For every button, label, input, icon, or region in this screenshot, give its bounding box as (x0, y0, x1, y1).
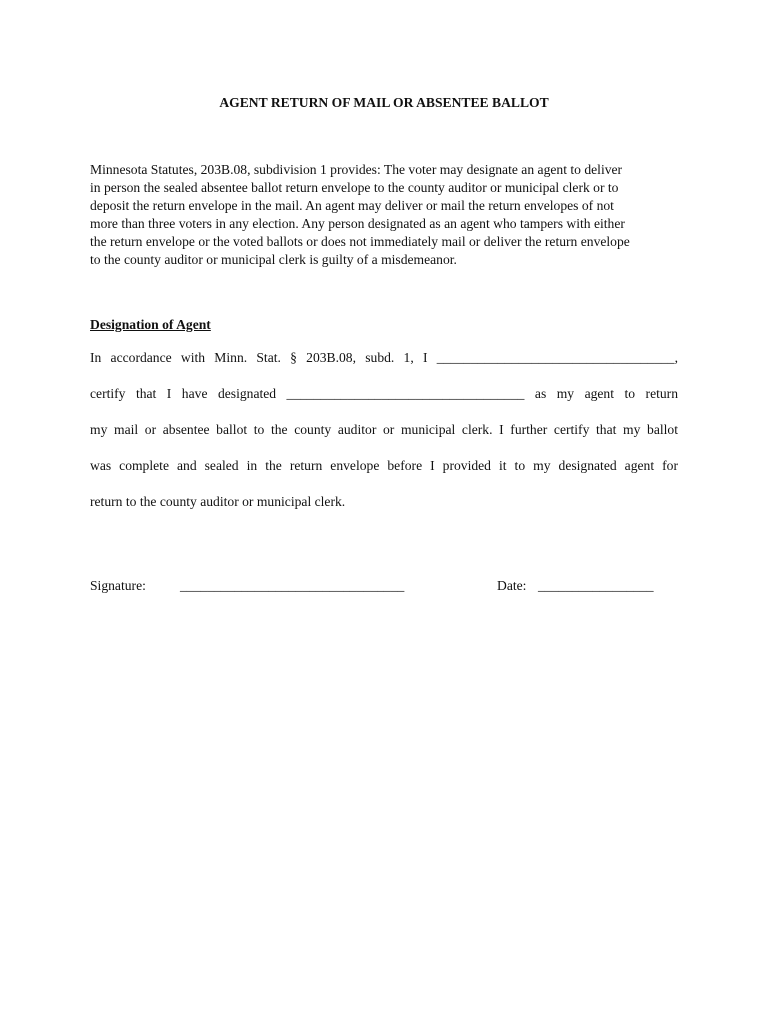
certification-line-agent-name: certify that I have designated ___________________________________ as my agent to return (90, 386, 678, 401)
certification-line: return to the county auditor or municipal clerk. (90, 494, 346, 509)
signature-label: Signature: (90, 578, 146, 593)
statute-line: more than three voters in any election. Any person designated as an agent who tampers with either (90, 216, 625, 231)
document-title: AGENT RETURN OF MAIL OR ABSENTEE BALLOT (219, 95, 549, 110)
certification-line: was complete and sealed in the return envelope before I provided it to my designated agent for (90, 458, 678, 473)
statute-paragraph (90, 161, 690, 269)
certification-line-voter-name: In accordance with Minn. Stat. § 203B.08, subd. 1, I ___________________________________, (90, 350, 678, 365)
designation-heading: Designation of Agent (90, 317, 211, 332)
signature-line: _________________________________ (180, 578, 405, 593)
statute-line: deposit the return envelope in the mail. An agent may deliver or mail the return envelopes of not (90, 198, 614, 213)
date-label: Date: (497, 578, 527, 593)
statute-line: to the county auditor or municipal clerk is guilty of a misdemeanor. (90, 252, 457, 267)
certification-line: my mail or absentee ballot to the county auditor or municipal clerk. I further certify that my ballot (90, 422, 678, 437)
statute-line: in person the sealed absentee ballot return envelope to the county auditor or municipal clerk or to (90, 180, 619, 195)
statute-line: Minnesota Statutes, 203B.08, subdivision 1 provides: The voter may designate an agent to deliver (90, 162, 623, 177)
statute-line: the return envelope or the voted ballots or does not immediately mail or deliver the return envelope (90, 234, 630, 249)
date-line: _________________ (538, 578, 654, 593)
